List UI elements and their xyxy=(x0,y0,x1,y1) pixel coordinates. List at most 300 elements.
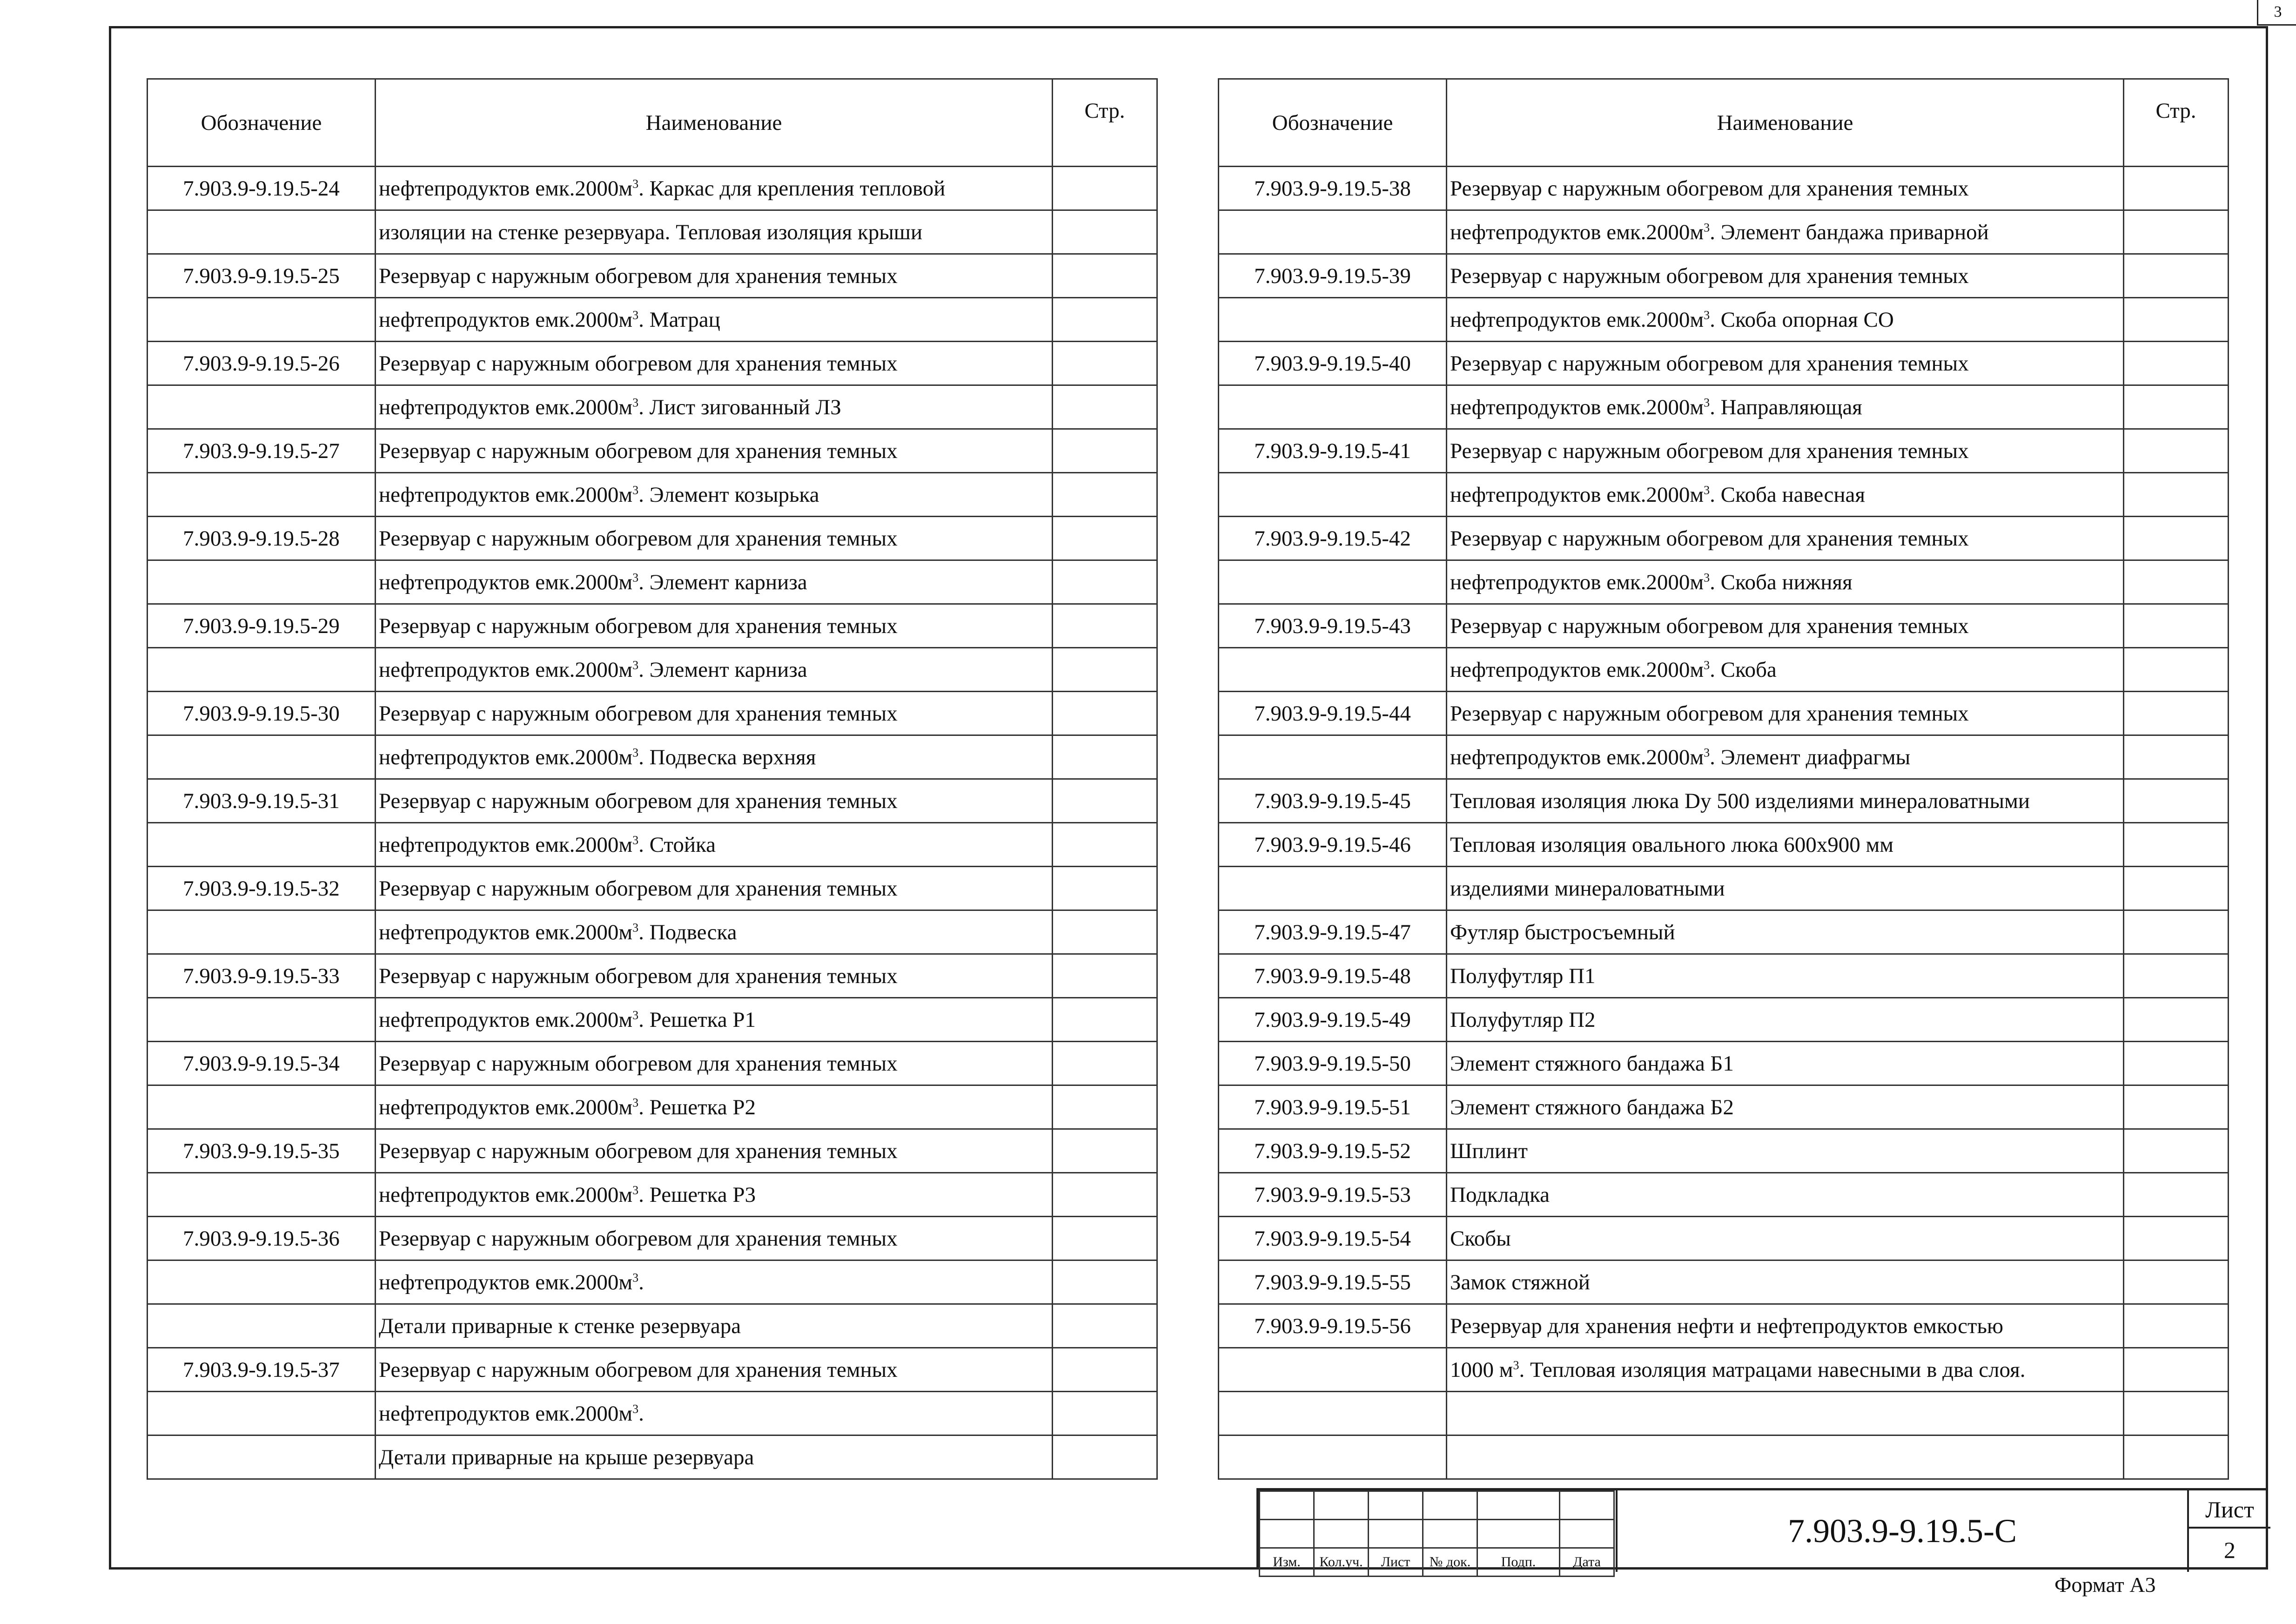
designation-cell xyxy=(148,210,376,254)
name-cell xyxy=(376,1260,1053,1304)
designation-cell: 7.903.9-9.19.5-44 xyxy=(1219,692,1447,735)
table-row xyxy=(148,473,1157,517)
page-cell xyxy=(2124,298,2229,342)
designation-cell: 7.903.9-9.19.5-42 xyxy=(1219,517,1447,560)
designation-cell: 7.903.9-9.19.5-53 xyxy=(1219,1173,1447,1217)
page-cell xyxy=(2124,1173,2229,1217)
name-cell xyxy=(376,254,1053,298)
unit-exponent: 3 xyxy=(632,1183,639,1197)
document-code: 7.903.9-9.19.5-С xyxy=(1616,1490,2189,1572)
name-cell xyxy=(376,1304,1053,1348)
designation-cell xyxy=(1219,560,1447,604)
table-row xyxy=(1219,473,2229,517)
table-row xyxy=(1219,604,2229,648)
page-cell xyxy=(2124,167,2229,210)
unit-exponent: 3 xyxy=(632,308,639,322)
name-cell xyxy=(1447,298,2124,342)
page-cell xyxy=(2124,473,2229,517)
page-cell xyxy=(2124,604,2229,648)
page-cell xyxy=(2124,1217,2229,1260)
designation-cell: 7.903.9-9.19.5-54 xyxy=(1219,1217,1447,1260)
name-text: Резервуар с наружным обогревом для хранения темных xyxy=(379,438,898,463)
page-cell xyxy=(2124,779,2229,823)
specification-table-left xyxy=(147,78,1158,1480)
designation-cell: 7.903.9-9.19.5-47 xyxy=(1219,910,1447,954)
name-cell xyxy=(1447,1304,2124,1348)
name-text-tail: . Подвеска верхняя xyxy=(638,745,816,769)
designation-cell xyxy=(148,1260,376,1304)
name-cell xyxy=(1447,210,2124,254)
unit-exponent: 3 xyxy=(632,920,639,934)
name-text: нефтепродуктов емк.2000м xyxy=(379,745,633,769)
stamp-column-date: Дата xyxy=(1560,1548,1614,1577)
name-text: Детали приварные к стенке резервуара xyxy=(379,1314,741,1338)
page-cell xyxy=(1053,1217,1157,1260)
stamp-column-sheet: Лист xyxy=(1369,1548,1423,1577)
page-cell xyxy=(2124,210,2229,254)
page-cell xyxy=(1053,167,1157,210)
name-text-tail: . Тепловая изоляция матрацами навесными в два слоя. xyxy=(1519,1357,2026,1382)
name-text: нефтепродуктов емк.2000м xyxy=(1450,482,1704,507)
stamp-column-change: Изм. xyxy=(1260,1548,1314,1577)
name-cell xyxy=(376,692,1053,735)
name-cell xyxy=(376,210,1053,254)
table-row xyxy=(148,1392,1157,1435)
name-cell xyxy=(376,1173,1053,1217)
name-text: Резервуар с наружным обогревом для хранения темных xyxy=(379,1226,898,1251)
designation-cell: 7.903.9-9.19.5-29 xyxy=(148,604,376,648)
revision-cell xyxy=(1369,1491,1423,1520)
designation-cell xyxy=(1219,1435,1447,1479)
page-cell xyxy=(2124,517,2229,560)
name-text-tail: . Подвеска xyxy=(638,920,737,944)
designation-cell: 7.903.9-9.19.5-25 xyxy=(148,254,376,298)
page-cell xyxy=(1053,1392,1157,1435)
name-text: изоляции на стенке резервуара. Тепловая изоляция крыши xyxy=(379,220,923,244)
page-cell xyxy=(1053,779,1157,823)
designation-cell xyxy=(148,998,376,1042)
designation-cell xyxy=(148,473,376,517)
designation-cell xyxy=(148,385,376,429)
name-cell xyxy=(376,517,1053,560)
table-row xyxy=(1219,1042,2229,1085)
table-row xyxy=(1219,342,2229,385)
name-text: изделиями минераловатными xyxy=(1450,876,1725,901)
name-cell xyxy=(376,735,1053,779)
name-cell xyxy=(1447,823,2124,867)
page-cell xyxy=(1053,210,1157,254)
unit-exponent: 3 xyxy=(1704,395,1710,409)
revision-cell xyxy=(1369,1520,1423,1548)
name-cell xyxy=(1447,648,2124,692)
name-text: Резервуар с наружным обогревом для хранения темных xyxy=(1450,701,1969,726)
name-text: нефтепродуктов емк.2000м xyxy=(379,570,633,594)
table-row xyxy=(148,1435,1157,1479)
name-cell xyxy=(376,779,1053,823)
page-cell xyxy=(2124,1392,2229,1435)
table-row xyxy=(148,998,1157,1042)
stamp-column-count: Кол.уч. xyxy=(1314,1548,1369,1577)
name-text: нефтепродуктов емк.2000м xyxy=(379,1401,633,1426)
name-cell xyxy=(1447,473,2124,517)
name-text-tail: . xyxy=(638,1270,644,1294)
name-cell xyxy=(1447,1260,2124,1304)
designation-cell: 7.903.9-9.19.5-51 xyxy=(1219,1085,1447,1129)
table-row xyxy=(148,210,1157,254)
name-text-tail: . Скоба нижняя xyxy=(1710,570,1853,594)
name-text-tail: . Стойка xyxy=(638,832,716,857)
unit-exponent: 3 xyxy=(1704,483,1710,497)
table-row xyxy=(148,1042,1157,1085)
unit-exponent: 3 xyxy=(632,1008,639,1022)
designation-cell: 7.903.9-9.19.5-32 xyxy=(148,867,376,910)
page-cell xyxy=(2124,254,2229,298)
designation-cell: 7.903.9-9.19.5-38 xyxy=(1219,167,1447,210)
name-cell xyxy=(376,1435,1053,1479)
name-text: нефтепродуктов емк.2000м xyxy=(1450,307,1704,332)
name-cell xyxy=(376,648,1053,692)
page-cell xyxy=(1053,254,1157,298)
designation-cell: 7.903.9-9.19.5-27 xyxy=(148,429,376,473)
page-cell xyxy=(1053,1085,1157,1129)
name-cell xyxy=(1447,1217,2124,1260)
page-cell xyxy=(2124,1348,2229,1392)
designation-cell xyxy=(1219,385,1447,429)
name-text: Полуфутляр П1 xyxy=(1450,964,1596,988)
revision-cell xyxy=(1260,1491,1314,1520)
page-cell xyxy=(1053,910,1157,954)
table-row xyxy=(1219,779,2229,823)
name-text: Резервуар с наружным обогревом для хранения темных xyxy=(379,964,898,988)
table-row xyxy=(148,823,1157,867)
name-cell xyxy=(1447,735,2124,779)
name-text: нефтепродуктов емк.2000м xyxy=(1450,395,1704,419)
table-row xyxy=(1219,954,2229,998)
page-cell xyxy=(1053,429,1157,473)
designation-cell xyxy=(148,1085,376,1129)
name-text: Резервуар с наружным обогревом для хранения темных xyxy=(1450,526,1969,551)
name-cell xyxy=(1447,429,2124,473)
unit-exponent: 3 xyxy=(632,1270,639,1284)
page-cell xyxy=(2124,429,2229,473)
designation-cell xyxy=(148,1173,376,1217)
name-text-tail: . Элемент бандажа приварной xyxy=(1710,220,1989,244)
table-row xyxy=(1219,1129,2229,1173)
name-text: нефтепродуктов емк.2000м xyxy=(1450,570,1704,594)
page-cell xyxy=(2124,560,2229,604)
name-text: Элемент стяжного бандажа Б1 xyxy=(1450,1051,1734,1076)
table-row xyxy=(1219,1260,2229,1304)
table-row xyxy=(148,298,1157,342)
table-row xyxy=(1219,560,2229,604)
page-cell xyxy=(1053,1304,1157,1348)
name-cell xyxy=(1447,1129,2124,1173)
name-text: Резервуар с наружным обогревом для хранения темных xyxy=(379,701,898,726)
name-cell xyxy=(1447,604,2124,648)
name-cell xyxy=(1447,779,2124,823)
name-cell xyxy=(1447,1042,2124,1085)
name-text: Резервуар с наружным обогревом для хранения темных xyxy=(1450,351,1969,376)
table-row xyxy=(1219,867,2229,910)
name-cell xyxy=(1447,1348,2124,1392)
name-text: Футляр быстросъемный xyxy=(1450,920,1675,944)
designation-cell: 7.903.9-9.19.5-30 xyxy=(148,692,376,735)
header-name: Наименование xyxy=(1447,79,2124,167)
table-row xyxy=(148,1217,1157,1260)
designation-cell xyxy=(148,1304,376,1348)
name-text-tail: . Элемент карниза xyxy=(638,570,807,594)
specification-table-right xyxy=(1218,78,2229,1480)
table-row xyxy=(1219,210,2229,254)
name-cell xyxy=(376,910,1053,954)
designation-cell xyxy=(148,560,376,604)
name-text: нефтепродуктов емк.2000м xyxy=(379,176,633,201)
table-row xyxy=(148,429,1157,473)
name-text: нефтепродуктов емк.2000м xyxy=(379,1095,633,1119)
name-cell xyxy=(1447,517,2124,560)
header-designation: Обозначение xyxy=(1219,79,1447,167)
revision-cell xyxy=(1560,1491,1614,1520)
name-text-tail: . xyxy=(638,1401,644,1426)
unit-exponent: 3 xyxy=(632,1095,639,1109)
designation-cell: 7.903.9-9.19.5-33 xyxy=(148,954,376,998)
table-row xyxy=(1219,385,2229,429)
unit-exponent: 3 xyxy=(1704,658,1710,672)
unit-exponent: 3 xyxy=(632,658,639,672)
name-text: нефтепродуктов емк.2000м xyxy=(379,395,633,419)
table-row xyxy=(1219,692,2229,735)
name-text: Тепловая изоляция овального люка 600х900 мм xyxy=(1450,832,1894,857)
name-cell xyxy=(376,1129,1053,1173)
designation-cell: 7.903.9-9.19.5-45 xyxy=(1219,779,1447,823)
name-cell xyxy=(1447,1392,2124,1435)
name-text-tail: . Матрац xyxy=(638,307,720,332)
page-cell xyxy=(1053,342,1157,385)
unit-exponent: 3 xyxy=(1704,220,1710,234)
page-cell xyxy=(1053,517,1157,560)
designation-cell xyxy=(1219,298,1447,342)
name-text: Резервуар с наружным обогревом для хранения темных xyxy=(379,788,898,813)
name-text: Резервуар с наружным обогревом для хранения темных xyxy=(379,876,898,901)
table-row xyxy=(148,648,1157,692)
name-text: нефтепродуктов емк.2000м xyxy=(379,832,633,857)
name-cell xyxy=(1447,954,2124,998)
page-cell xyxy=(2124,1260,2229,1304)
table-row xyxy=(1219,1304,2229,1348)
table-row xyxy=(148,735,1157,779)
name-text: Шплинт xyxy=(1450,1139,1528,1163)
table-row xyxy=(1219,910,2229,954)
header-name: Наименование xyxy=(376,79,1053,167)
page-cell xyxy=(1053,1129,1157,1173)
designation-cell: 7.903.9-9.19.5-28 xyxy=(148,517,376,560)
name-text-tail: . Элемент диафрагмы xyxy=(1710,745,1911,769)
name-text-tail: . Лист зигованный ЛЗ xyxy=(638,395,841,419)
revision-cell xyxy=(1560,1520,1614,1548)
unit-exponent: 3 xyxy=(1704,745,1710,759)
name-text: нефтепродуктов емк.2000м xyxy=(1450,220,1704,244)
name-cell xyxy=(1447,1173,2124,1217)
stamp-column-doc-number: № док. xyxy=(1423,1548,1477,1577)
page-cell xyxy=(2124,998,2229,1042)
name-text: Резервуар для хранения нефти и нефтепродуктов емкостью xyxy=(1450,1314,2004,1338)
page-cell xyxy=(2124,1129,2229,1173)
designation-cell xyxy=(148,1435,376,1479)
name-cell xyxy=(1447,910,2124,954)
sheet-value: 2 xyxy=(2224,1537,2236,1563)
name-cell xyxy=(376,473,1053,517)
designation-cell: 7.903.9-9.19.5-34 xyxy=(148,1042,376,1085)
revision-cell xyxy=(1477,1491,1560,1520)
table-row xyxy=(1219,1348,2229,1392)
table-row xyxy=(1219,517,2229,560)
revision-cell xyxy=(1423,1491,1477,1520)
table-row xyxy=(148,254,1157,298)
name-cell xyxy=(376,560,1053,604)
page-cell xyxy=(2124,954,2229,998)
name-text: Полуфутляр П2 xyxy=(1450,1007,1596,1032)
designation-cell: 7.903.9-9.19.5-41 xyxy=(1219,429,1447,473)
unit-exponent: 3 xyxy=(1704,308,1710,322)
table-row xyxy=(148,167,1157,210)
table-row xyxy=(1219,1085,2229,1129)
table-row xyxy=(148,1348,1157,1392)
table-row xyxy=(148,1085,1157,1129)
name-cell xyxy=(376,342,1053,385)
designation-cell xyxy=(1219,473,1447,517)
table-row xyxy=(148,692,1157,735)
designation-cell xyxy=(1219,867,1447,910)
name-text-tail: . Скоба опорная СО xyxy=(1710,307,1894,332)
page-cell xyxy=(1053,1260,1157,1304)
name-cell xyxy=(376,429,1053,473)
name-text: Скобы xyxy=(1450,1226,1511,1251)
sheet-label: Лист xyxy=(2189,1490,2270,1529)
name-text: нефтепродуктов емк.2000м xyxy=(379,1270,633,1294)
page-cell xyxy=(2124,823,2229,867)
name-cell xyxy=(1447,1085,2124,1129)
name-cell xyxy=(1447,1435,2124,1479)
name-text-tail: . Элемент карниза xyxy=(638,657,807,682)
designation-cell xyxy=(1219,648,1447,692)
corner-sheet-number: 3 xyxy=(2257,0,2296,26)
name-text: Подкладка xyxy=(1450,1182,1550,1207)
page-cell xyxy=(2124,1435,2229,1479)
page-cell xyxy=(1053,1435,1157,1479)
table-row xyxy=(1219,998,2229,1042)
table-row xyxy=(148,1260,1157,1304)
name-text-tail: . Решетка Р3 xyxy=(638,1182,756,1207)
unit-exponent: 3 xyxy=(632,395,639,409)
designation-cell: 7.903.9-9.19.5-43 xyxy=(1219,604,1447,648)
name-cell xyxy=(376,604,1053,648)
page-cell xyxy=(2124,1085,2229,1129)
table-row xyxy=(1219,429,2229,473)
revision-cell xyxy=(1260,1520,1314,1548)
name-cell xyxy=(376,867,1053,910)
table-row xyxy=(148,954,1157,998)
designation-cell xyxy=(1219,1392,1447,1435)
page-cell xyxy=(1053,735,1157,779)
unit-exponent: 3 xyxy=(1513,1358,1519,1372)
designation-cell: 7.903.9-9.19.5-36 xyxy=(148,1217,376,1260)
page-cell xyxy=(1053,560,1157,604)
name-cell xyxy=(376,1217,1053,1260)
name-text: Резервуар с наружным обогревом для хранения темных xyxy=(1450,176,1969,201)
table-row xyxy=(1219,298,2229,342)
designation-cell: 7.903.9-9.19.5-31 xyxy=(148,779,376,823)
table-row xyxy=(148,1304,1157,1348)
page-cell xyxy=(1053,1042,1157,1085)
designation-cell xyxy=(148,735,376,779)
revision-cell xyxy=(1423,1520,1477,1548)
name-text: Резервуар с наружным обогревом для хранения темных xyxy=(1450,438,1969,463)
page-cell xyxy=(2124,692,2229,735)
page-cell xyxy=(1053,648,1157,692)
name-text-tail: . Элемент козырька xyxy=(638,482,819,507)
name-cell xyxy=(1447,167,2124,210)
table-row xyxy=(148,560,1157,604)
designation-cell xyxy=(1219,735,1447,779)
header-page: Стр. xyxy=(2124,79,2229,167)
table-row xyxy=(1219,1173,2229,1217)
page-cell xyxy=(1053,1348,1157,1392)
table-row xyxy=(1219,1392,2229,1435)
designation-cell: 7.903.9-9.19.5-56 xyxy=(1219,1304,1447,1348)
page-cell xyxy=(2124,910,2229,954)
unit-exponent: 3 xyxy=(632,745,639,759)
designation-cell xyxy=(148,298,376,342)
name-text: Детали приварные на крыше резервуара xyxy=(379,1445,754,1469)
designation-cell xyxy=(1219,210,1447,254)
name-cell xyxy=(1447,254,2124,298)
name-text-tail: . Решетка Р2 xyxy=(638,1095,756,1119)
table-row xyxy=(1219,1217,2229,1260)
table-row xyxy=(1219,254,2229,298)
format-label: Формат А3 xyxy=(2054,1573,2156,1597)
page-cell xyxy=(1053,298,1157,342)
name-cell xyxy=(1447,867,2124,910)
name-cell xyxy=(1447,560,2124,604)
designation-cell: 7.903.9-9.19.5-35 xyxy=(148,1129,376,1173)
page-cell xyxy=(1053,473,1157,517)
name-text: Резервуар с наружным обогревом для хранения темных xyxy=(1450,263,1969,288)
designation-cell xyxy=(148,648,376,692)
name-cell xyxy=(1447,692,2124,735)
name-text: нефтепродуктов емк.2000м xyxy=(1450,657,1704,682)
name-text: нефтепродуктов емк.2000м xyxy=(379,1007,633,1032)
designation-cell: 7.903.9-9.19.5-46 xyxy=(1219,823,1447,867)
table-row xyxy=(148,604,1157,648)
revision-cell xyxy=(1314,1520,1369,1548)
name-text: нефтепродуктов емк.2000м xyxy=(1450,745,1704,769)
designation-cell xyxy=(148,823,376,867)
name-cell xyxy=(1447,998,2124,1042)
designation-cell xyxy=(148,910,376,954)
table-row xyxy=(148,385,1157,429)
designation-cell: 7.903.9-9.19.5-55 xyxy=(1219,1260,1447,1304)
name-cell xyxy=(376,1392,1053,1435)
designation-cell: 7.903.9-9.19.5-50 xyxy=(1219,1042,1447,1085)
name-text: Элемент стяжного бандажа Б2 xyxy=(1450,1095,1734,1119)
designation-cell xyxy=(1219,1348,1447,1392)
table-row xyxy=(148,1129,1157,1173)
designation-cell: 7.903.9-9.19.5-24 xyxy=(148,167,376,210)
name-text: нефтепродуктов емк.2000м xyxy=(379,482,633,507)
unit-exponent: 3 xyxy=(1704,570,1710,584)
name-text: Резервуар с наружным обогревом для хранения темных xyxy=(1450,613,1969,638)
page-cell xyxy=(2124,342,2229,385)
